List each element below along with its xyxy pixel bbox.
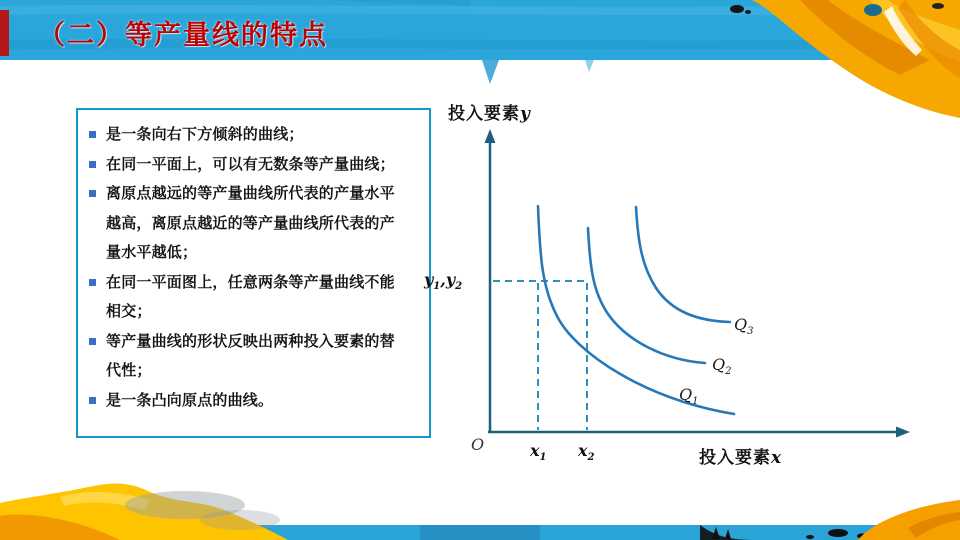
bullet-text-line: 代性； [106,362,152,379]
bullet-square-icon [89,161,96,168]
y2-sub: 2 [455,281,463,293]
bullet-item [87,179,423,268]
y-axis-label-text: 投入要素 [448,104,520,123]
bullet-text [106,268,423,327]
curve-label-q3 [734,315,754,337]
bullet-item [87,327,423,386]
bullet-square-icon [89,397,96,404]
bullet-text-line: 在同一平面图上，任意两条等产量曲线不能 [106,273,395,291]
x1-base: x [530,441,540,460]
q3-sub: 3 [747,326,754,338]
q1-sub: 1 [692,396,699,408]
y1y2-label [424,270,462,292]
bullet-square-icon [89,279,96,286]
bullet-text [106,327,423,386]
curve-q3 [636,207,730,322]
x2-sub: 2 [587,452,595,464]
y-axis-arrowhead [485,129,496,143]
bullet-text [106,179,423,268]
bullet-text [106,120,423,150]
x2-base: x [578,441,588,460]
x2-tick-label [578,441,595,463]
bullet-item [87,386,423,416]
bullet-square-icon [89,338,96,345]
bullet-text-line: 是一条凸向原点的曲线。 [106,391,274,409]
bullet-text [106,150,423,180]
bullet-item [87,120,423,150]
curve-label-q1 [679,385,699,407]
q2-base: Q [712,355,726,374]
page-title: （二）等产量线的特点 [38,20,328,50]
bullet-text-line: 等产量曲线的形状反映出两种投入要素的替 [106,332,395,350]
bullet-text-line: 相交； [106,303,152,320]
bullet-list-box [76,108,434,438]
bullet-text-line: 越高，离原点越近的等产量曲线所代表的产 [106,214,395,232]
curve-q2 [588,228,705,363]
bullet-text [106,386,423,416]
bullet-item [87,268,423,327]
y2-base: ,y [440,270,456,289]
bullet-square-icon [89,190,96,197]
y-axis-variable: y [520,104,531,124]
bullet-square-icon [89,131,96,138]
curve-q1 [538,206,734,414]
q1-base: Q [679,385,693,404]
bullet-list [87,120,423,415]
x1-sub: 1 [539,452,547,464]
x1-tick-label [530,441,547,463]
y1-base: y [424,270,434,289]
x-axis-label-text: 投入要素 [699,448,771,467]
x-axis-variable: x [771,448,783,468]
y1-sub: 1 [433,281,441,293]
curve-label-q2 [712,355,732,377]
bullet-text-line: 离原点越远的等产量曲线所代表的产量水平 [106,185,395,202]
bullet-text-line: 在同一平面上，可以有无数条等产量曲线； [106,155,395,173]
origin-label: O [471,435,485,454]
bullet-text-line: 量水平越低； [106,244,198,261]
x-axis-arrowhead [896,427,910,438]
y-axis-label [448,99,531,124]
q2-sub: 2 [725,366,732,378]
bullet-item [87,150,423,180]
bullet-text-line: 是一条向右下方倾斜的曲线； [106,126,304,143]
q3-base: Q [734,315,748,334]
x-axis-label [699,443,782,468]
